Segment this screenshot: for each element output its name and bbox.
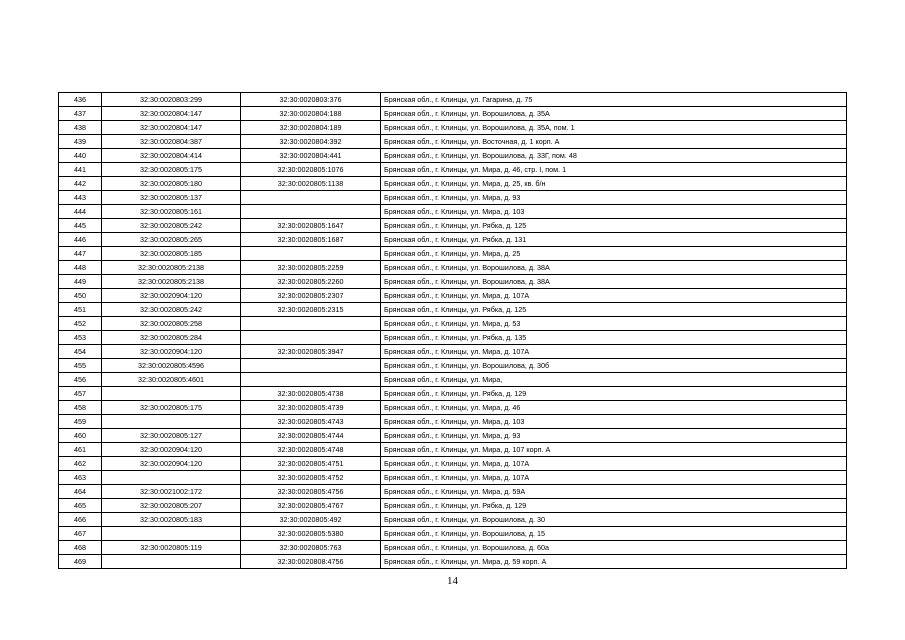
object-cadastral-number-cell: 32:30:0020804:392: [241, 135, 381, 149]
address-cell: Брянская обл., г. Клинцы, ул. Рябка, д. 125: [381, 219, 847, 233]
object-cadastral-number-cell: 32:30:0020805:1138: [241, 177, 381, 191]
cadastral-number-cell: 32:30:0020805:242: [102, 303, 241, 317]
object-cadastral-number-cell: [241, 247, 381, 261]
registry-table: [58, 92, 847, 569]
cadastral-number-cell: 32:30:0020805:265: [102, 233, 241, 247]
object-cadastral-number-cell: 32:30:0020808:4756: [241, 555, 381, 569]
cadastral-number-cell: 32:30:0020805:284: [102, 331, 241, 345]
cadastral-number-cell: 32:30:0020904:120: [102, 345, 241, 359]
object-cadastral-number-cell: 32:30:0020805:2259: [241, 261, 381, 275]
table-row: [59, 247, 847, 261]
row-number-cell: 455: [59, 359, 102, 373]
object-cadastral-number-cell: [241, 373, 381, 387]
object-cadastral-number-cell: [241, 331, 381, 345]
address-cell: Брянская обл., г. Клинцы, ул. Рябка, д. 131: [381, 233, 847, 247]
table-row: [59, 373, 847, 387]
cadastral-number-cell: 32:30:0020805:180: [102, 177, 241, 191]
address-cell: Брянская обл., г. Клинцы, ул. Ворошилова, д. 33Г, пом. 48: [381, 149, 847, 163]
address-cell: Брянская обл., г. Клинцы, ул. Ворошилова, д. 35А: [381, 107, 847, 121]
cadastral-number-cell: 32:30:0021002:172: [102, 485, 241, 499]
object-cadastral-number-cell: 32:30:0020805:4738: [241, 387, 381, 401]
cadastral-number-cell: 32:30:0020804:414: [102, 149, 241, 163]
address-cell: Брянская обл., г. Клинцы, ул. Мира, д. 25: [381, 247, 847, 261]
row-number-cell: 463: [59, 471, 102, 485]
object-cadastral-number-cell: 32:30:0020805:2307: [241, 289, 381, 303]
table-row: [59, 527, 847, 541]
object-cadastral-number-cell: 32:30:0020805:4743: [241, 415, 381, 429]
cadastral-number-cell: 32:30:0020805:175: [102, 401, 241, 415]
address-cell: Брянская обл., г. Клинцы, ул. Мира, д. 53: [381, 317, 847, 331]
table-row: [59, 443, 847, 457]
cadastral-number-cell: 32:30:0020904:120: [102, 289, 241, 303]
cadastral-number-cell: 32:30:0020805:4601: [102, 373, 241, 387]
table-row: [59, 303, 847, 317]
cadastral-number-cell: 32:30:0020805:127: [102, 429, 241, 443]
cadastral-number-cell: 32:30:0020805:2138: [102, 261, 241, 275]
row-number-cell: 444: [59, 205, 102, 219]
address-cell: Брянская обл., г. Клинцы, ул. Ворошилова, д. 30б: [381, 359, 847, 373]
table-row: [59, 107, 847, 121]
row-number-cell: 466: [59, 513, 102, 527]
cadastral-number-cell: [102, 555, 241, 569]
table-row: [59, 135, 847, 149]
row-number-cell: 441: [59, 163, 102, 177]
address-cell: Брянская обл., г. Клинцы, ул. Мира, д. 107А: [381, 289, 847, 303]
object-cadastral-number-cell: 32:30:0020805:4751: [241, 457, 381, 471]
object-cadastral-number-cell: [241, 359, 381, 373]
object-cadastral-number-cell: 32:30:0020805:4739: [241, 401, 381, 415]
table-row: [59, 457, 847, 471]
object-cadastral-number-cell: 32:30:0020805:4748: [241, 443, 381, 457]
address-cell: Брянская обл., г. Клинцы, ул. Ворошилова, д. 38А: [381, 261, 847, 275]
row-number-cell: 464: [59, 485, 102, 499]
object-cadastral-number-cell: 32:30:0020805:4767: [241, 499, 381, 513]
address-cell: Брянская обл., г. Клинцы, ул. Рябка, д. 125: [381, 303, 847, 317]
row-number-cell: 450: [59, 289, 102, 303]
cadastral-number-cell: [102, 471, 241, 485]
address-cell: Брянская обл., г. Клинцы, ул. Мира, д. 107А: [381, 457, 847, 471]
address-cell: Брянская обл., г. Клинцы, ул. Мира, д. 93: [381, 429, 847, 443]
cadastral-number-cell: 32:30:0020805:137: [102, 191, 241, 205]
table-row: [59, 485, 847, 499]
cadastral-number-cell: 32:30:0020805:185: [102, 247, 241, 261]
row-number-cell: 439: [59, 135, 102, 149]
table-row: [59, 191, 847, 205]
row-number-cell: 468: [59, 541, 102, 555]
table-row: [59, 149, 847, 163]
object-cadastral-number-cell: [241, 205, 381, 219]
address-cell: Брянская обл., г. Клинцы, ул. Мира, д. 107А: [381, 471, 847, 485]
table-row: [59, 415, 847, 429]
address-cell: Брянская обл., г. Клинцы, ул. Мира, д. 25, кв. б/н: [381, 177, 847, 191]
cadastral-number-cell: 32:30:0020804:147: [102, 107, 241, 121]
row-number-cell: 467: [59, 527, 102, 541]
address-cell: Брянская обл., г. Клинцы, ул. Мира, д. 103: [381, 205, 847, 219]
row-number-cell: 451: [59, 303, 102, 317]
address-cell: Брянская обл., г. Клинцы, ул. Мира, д. 93: [381, 191, 847, 205]
address-cell: Брянская обл., г. Клинцы, ул. Рябка, д. 129: [381, 499, 847, 513]
object-cadastral-number-cell: 32:30:0020805:5380: [241, 527, 381, 541]
address-cell: Брянская обл., г. Клинцы, ул. Рябка, д. 135: [381, 331, 847, 345]
cadastral-number-cell: [102, 387, 241, 401]
address-cell: Брянская обл., г. Клинцы, ул. Ворошилова, д. 15: [381, 527, 847, 541]
row-number-cell: 443: [59, 191, 102, 205]
address-cell: Брянская обл., г. Клинцы, ул. Мира, д. 59А: [381, 485, 847, 499]
cadastral-number-cell: 32:30:0020805:258: [102, 317, 241, 331]
object-cadastral-number-cell: [241, 191, 381, 205]
object-cadastral-number-cell: 32:30:0020805:1076: [241, 163, 381, 177]
address-cell: Брянская обл., г. Клинцы, ул. Восточная, д. 1 корп. А: [381, 135, 847, 149]
cadastral-number-cell: 32:30:0020805:119: [102, 541, 241, 555]
address-cell: Брянская обл., г. Клинцы, ул. Ворошилова, д. 30: [381, 513, 847, 527]
row-number-cell: 458: [59, 401, 102, 415]
row-number-cell: 461: [59, 443, 102, 457]
table-row: [59, 387, 847, 401]
object-cadastral-number-cell: 32:30:0020805:2260: [241, 275, 381, 289]
object-cadastral-number-cell: 32:30:0020805:4756: [241, 485, 381, 499]
address-cell: Брянская обл., г. Клинцы, ул. Ворошилова, д. 35А, пом. 1: [381, 121, 847, 135]
table-row: [59, 555, 847, 569]
address-cell: Брянская обл., г. Клинцы, ул. Гагарина, д. 75: [381, 93, 847, 107]
address-cell: Брянская обл., г. Клинцы, ул. Мира, д. 46: [381, 401, 847, 415]
address-cell: Брянская обл., г. Клинцы, ул. Мира, д. 46, стр. I, пом. 1: [381, 163, 847, 177]
row-number-cell: 449: [59, 275, 102, 289]
object-cadastral-number-cell: 32:30:0020805:3947: [241, 345, 381, 359]
object-cadastral-number-cell: 32:30:0020805:492: [241, 513, 381, 527]
cadastral-number-cell: 32:30:0020805:175: [102, 163, 241, 177]
cadastral-number-cell: 32:30:0020805:161: [102, 205, 241, 219]
object-cadastral-number-cell: 32:30:0020805:1687: [241, 233, 381, 247]
cadastral-number-cell: 32:30:0020904:120: [102, 457, 241, 471]
row-number-cell: 442: [59, 177, 102, 191]
cadastral-number-cell: 32:30:0020805:4596: [102, 359, 241, 373]
table-row: [59, 429, 847, 443]
table-row: [59, 177, 847, 191]
row-number-cell: 453: [59, 331, 102, 345]
address-cell: Брянская обл., г. Клинцы, ул. Мира,: [381, 373, 847, 387]
table-row: [59, 219, 847, 233]
row-number-cell: 469: [59, 555, 102, 569]
object-cadastral-number-cell: 32:30:0020803:376: [241, 93, 381, 107]
table-row: [59, 401, 847, 415]
row-number-cell: 460: [59, 429, 102, 443]
cadastral-number-cell: [102, 415, 241, 429]
address-cell: Брянская обл., г. Клинцы, ул. Ворошилова, д. 38А: [381, 275, 847, 289]
cadastral-number-cell: 32:30:0020804:147: [102, 121, 241, 135]
row-number-cell: 437: [59, 107, 102, 121]
table-row: [59, 541, 847, 555]
table-row: [59, 331, 847, 345]
table-row: [59, 499, 847, 513]
cadastral-number-cell: 32:30:0020804:387: [102, 135, 241, 149]
table-row: [59, 289, 847, 303]
row-number-cell: 447: [59, 247, 102, 261]
address-cell: Брянская обл., г. Клинцы, ул. Мира, д. 103: [381, 415, 847, 429]
table-row: [59, 261, 847, 275]
row-number-cell: 456: [59, 373, 102, 387]
row-number-cell: 440: [59, 149, 102, 163]
cadastral-number-cell: [102, 527, 241, 541]
page-number: 14: [447, 575, 458, 587]
row-number-cell: 436: [59, 93, 102, 107]
row-number-cell: 452: [59, 317, 102, 331]
table-row: [59, 345, 847, 359]
table-row: [59, 163, 847, 177]
table-row: [59, 275, 847, 289]
row-number-cell: 465: [59, 499, 102, 513]
object-cadastral-number-cell: 32:30:0020805:763: [241, 541, 381, 555]
address-cell: Брянская обл., г. Клинцы, ул. Рябка, д. 129: [381, 387, 847, 401]
cadastral-number-cell: 32:30:0020805:207: [102, 499, 241, 513]
registry-table-body: [59, 93, 847, 569]
row-number-cell: 459: [59, 415, 102, 429]
row-number-cell: 445: [59, 219, 102, 233]
object-cadastral-number-cell: 32:30:0020805:4744: [241, 429, 381, 443]
object-cadastral-number-cell: [241, 317, 381, 331]
address-cell: Брянская обл., г. Клинцы, ул. Мира, д. 107 корп. А: [381, 443, 847, 457]
row-number-cell: 438: [59, 121, 102, 135]
address-cell: Брянская обл., г. Клинцы, ул. Мира, д. 59 корп. А: [381, 555, 847, 569]
object-cadastral-number-cell: 32:30:0020805:4752: [241, 471, 381, 485]
row-number-cell: 462: [59, 457, 102, 471]
table-row: [59, 513, 847, 527]
cadastral-number-cell: 32:30:0020805:2138: [102, 275, 241, 289]
table-row: [59, 359, 847, 373]
object-cadastral-number-cell: 32:30:0020805:2315: [241, 303, 381, 317]
row-number-cell: 448: [59, 261, 102, 275]
object-cadastral-number-cell: 32:30:0020804:189: [241, 121, 381, 135]
table-row: [59, 121, 847, 135]
row-number-cell: 446: [59, 233, 102, 247]
table-row: [59, 317, 847, 331]
row-number-cell: 457: [59, 387, 102, 401]
address-cell: Брянская обл., г. Клинцы, ул. Ворошилова, д. 60а: [381, 541, 847, 555]
cadastral-number-cell: 32:30:0020904:120: [102, 443, 241, 457]
table-row: [59, 205, 847, 219]
object-cadastral-number-cell: 32:30:0020804:188: [241, 107, 381, 121]
table-row: [59, 233, 847, 247]
table-row: [59, 471, 847, 485]
table-row: [59, 93, 847, 107]
object-cadastral-number-cell: 32:30:0020804:441: [241, 149, 381, 163]
row-number-cell: 454: [59, 345, 102, 359]
address-cell: Брянская обл., г. Клинцы, ул. Мира, д. 107А: [381, 345, 847, 359]
cadastral-number-cell: 32:30:0020805:242: [102, 219, 241, 233]
cadastral-number-cell: 32:30:0020803:299: [102, 93, 241, 107]
cadastral-number-cell: 32:30:0020805:183: [102, 513, 241, 527]
object-cadastral-number-cell: 32:30:0020805:1647: [241, 219, 381, 233]
